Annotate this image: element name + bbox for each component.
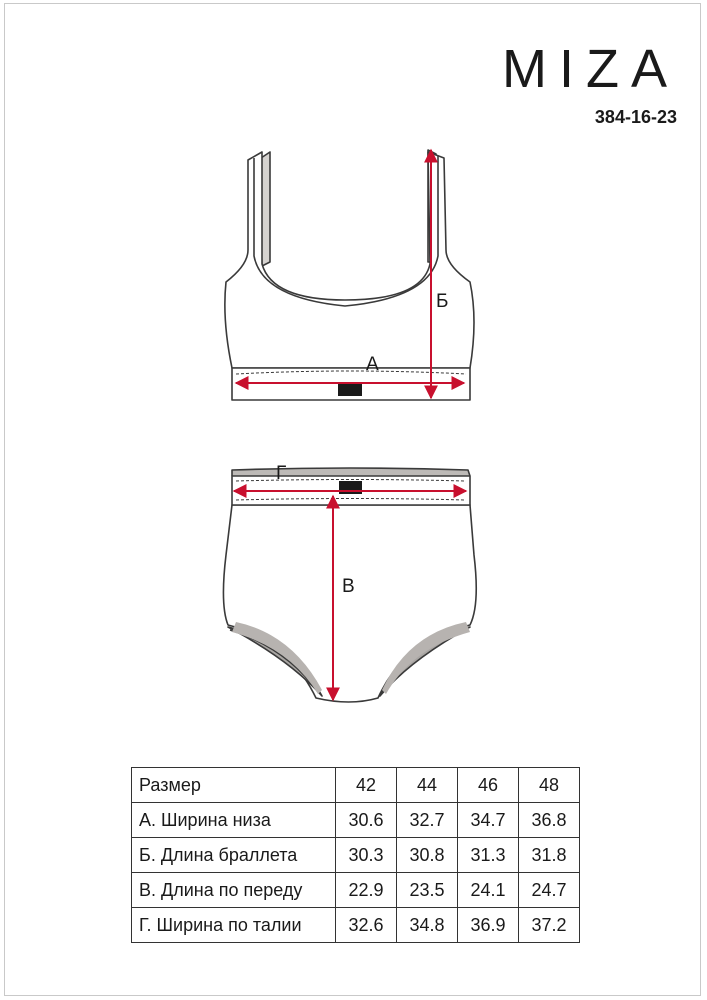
cell-value: 36.9 [458, 908, 519, 943]
measure-label-a: А [366, 354, 379, 375]
row-name: А. Ширина низа [132, 803, 336, 838]
size-44: 44 [397, 768, 458, 803]
cell-value: 30.8 [397, 838, 458, 873]
briefs-label-tag [339, 481, 362, 494]
size-42: 42 [336, 768, 397, 803]
cell-value: 32.6 [336, 908, 397, 943]
bralette-sketch [225, 150, 474, 400]
size-table-header [132, 768, 580, 803]
brand-logo: MIZA [502, 39, 679, 99]
cell-value: 34.7 [458, 803, 519, 838]
measure-label-v: В [342, 576, 355, 597]
cell-value: 24.7 [519, 873, 580, 908]
cell-value: 31.3 [458, 838, 519, 873]
measure-label-g: Г [276, 463, 287, 484]
cell-value: 24.1 [458, 873, 519, 908]
cell-value: 32.7 [397, 803, 458, 838]
cell-value: 30.6 [336, 803, 397, 838]
article-number: 384-16-23 [594, 107, 677, 127]
table-row [132, 838, 580, 873]
cell-value: 36.8 [519, 803, 580, 838]
table-row [132, 908, 580, 943]
cell-value: 22.9 [336, 873, 397, 908]
row-name: Г. Ширина по талии [132, 908, 336, 943]
cell-value: 23.5 [397, 873, 458, 908]
measure-label-b: Б [436, 291, 449, 312]
cell-value: 37.2 [519, 908, 580, 943]
header-size-label: Размер [132, 768, 336, 803]
bralette-label-tag [338, 382, 362, 396]
cell-value: 34.8 [397, 908, 458, 943]
table-row [132, 873, 580, 908]
size-46: 46 [458, 768, 519, 803]
row-name: Б. Длина браллета [132, 838, 336, 873]
cell-value: 31.8 [519, 838, 580, 873]
size-table [131, 767, 580, 943]
cell-value: 30.3 [336, 838, 397, 873]
table-row [132, 803, 580, 838]
size-48: 48 [519, 768, 580, 803]
row-name: В. Длина по переду [132, 873, 336, 908]
